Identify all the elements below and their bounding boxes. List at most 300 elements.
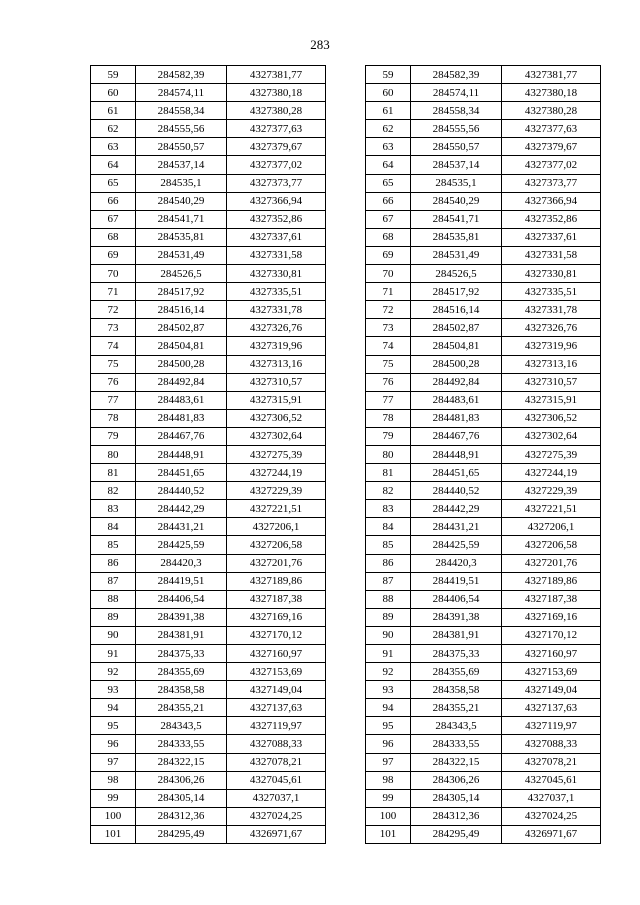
- point-number-cell: 97: [91, 753, 136, 771]
- table-row: [366, 717, 601, 735]
- y-coordinate-cell: 4327221,51: [227, 500, 326, 518]
- table-row: [91, 156, 326, 174]
- y-coordinate-cell: 4327377,02: [227, 156, 326, 174]
- x-coordinate-cell: 284440,52: [411, 482, 502, 500]
- table-row: [366, 626, 601, 644]
- y-coordinate-cell: 4327169,16: [502, 608, 601, 626]
- point-number-cell: 92: [366, 663, 411, 681]
- x-coordinate-cell: 284375,33: [136, 645, 227, 663]
- point-number-cell: 67: [91, 210, 136, 228]
- y-coordinate-cell: 4327373,77: [502, 174, 601, 192]
- x-coordinate-cell: 284305,14: [411, 789, 502, 807]
- point-number-cell: 62: [366, 120, 411, 138]
- y-coordinate-cell: 4327319,96: [502, 337, 601, 355]
- point-number-cell: 70: [91, 265, 136, 283]
- table-row: [366, 355, 601, 373]
- table-row: [366, 445, 601, 463]
- table-row: [366, 681, 601, 699]
- x-coordinate-cell: 284312,36: [136, 807, 227, 825]
- point-number-cell: 96: [366, 735, 411, 753]
- point-number-cell: 98: [366, 771, 411, 789]
- table-row: [91, 771, 326, 789]
- point-number-cell: 68: [366, 228, 411, 246]
- y-coordinate-cell: 4327335,51: [502, 283, 601, 301]
- table-row: [366, 663, 601, 681]
- x-coordinate-cell: 284451,65: [411, 464, 502, 482]
- table-row: [366, 645, 601, 663]
- x-coordinate-cell: 284541,71: [411, 210, 502, 228]
- x-coordinate-cell: 284312,36: [411, 807, 502, 825]
- x-coordinate-cell: 284502,87: [136, 319, 227, 337]
- x-coordinate-cell: 284440,52: [136, 482, 227, 500]
- y-coordinate-cell: 4327306,52: [502, 409, 601, 427]
- point-number-cell: 89: [91, 608, 136, 626]
- table-row: [366, 66, 601, 84]
- table-row: [366, 156, 601, 174]
- x-coordinate-cell: 284535,81: [136, 228, 227, 246]
- x-coordinate-cell: 284381,91: [136, 626, 227, 644]
- table-row: [366, 500, 601, 518]
- table-row: [366, 518, 601, 536]
- x-coordinate-cell: 284504,81: [411, 337, 502, 355]
- x-coordinate-cell: 284535,81: [411, 228, 502, 246]
- table-row: [91, 319, 326, 337]
- x-coordinate-cell: 284406,54: [411, 590, 502, 608]
- y-coordinate-cell: 4327326,76: [502, 319, 601, 337]
- point-number-cell: 59: [366, 66, 411, 84]
- point-number-cell: 81: [91, 464, 136, 482]
- point-number-cell: 76: [366, 373, 411, 391]
- x-coordinate-cell: 284526,5: [411, 265, 502, 283]
- point-number-cell: 77: [366, 391, 411, 409]
- y-coordinate-cell: 4327313,16: [227, 355, 326, 373]
- x-coordinate-cell: 284517,92: [136, 283, 227, 301]
- table-row: [91, 210, 326, 228]
- point-number-cell: 101: [91, 825, 136, 843]
- y-coordinate-cell: 4327331,58: [227, 246, 326, 264]
- y-coordinate-cell: 4327024,25: [227, 807, 326, 825]
- y-coordinate-cell: 4327045,61: [502, 771, 601, 789]
- x-coordinate-cell: 284306,26: [411, 771, 502, 789]
- table-row: [366, 265, 601, 283]
- x-coordinate-cell: 284420,3: [411, 554, 502, 572]
- table-row: [366, 174, 601, 192]
- table-row: [366, 210, 601, 228]
- y-coordinate-cell: 4327170,12: [227, 626, 326, 644]
- y-coordinate-cell: 4327310,57: [227, 373, 326, 391]
- y-coordinate-cell: 4327244,19: [227, 464, 326, 482]
- x-coordinate-cell: 284448,91: [411, 445, 502, 463]
- point-number-cell: 83: [366, 500, 411, 518]
- x-coordinate-cell: 284358,58: [136, 681, 227, 699]
- y-coordinate-cell: 4327377,02: [502, 156, 601, 174]
- table-row: [366, 409, 601, 427]
- point-number-cell: 64: [91, 156, 136, 174]
- table-row: [366, 608, 601, 626]
- x-coordinate-cell: 284504,81: [136, 337, 227, 355]
- point-number-cell: 76: [91, 373, 136, 391]
- y-coordinate-cell: 4327037,1: [502, 789, 601, 807]
- table-row: [91, 391, 326, 409]
- table-row: [91, 301, 326, 319]
- table-row: [91, 753, 326, 771]
- y-coordinate-cell: 4327379,67: [227, 138, 326, 156]
- y-coordinate-cell: 4327119,97: [227, 717, 326, 735]
- table-row: [91, 608, 326, 626]
- table-row: [366, 337, 601, 355]
- x-coordinate-cell: 284500,28: [411, 355, 502, 373]
- x-coordinate-cell: 284467,76: [411, 427, 502, 445]
- table-row: [366, 590, 601, 608]
- table-row: [91, 626, 326, 644]
- table-row: [91, 246, 326, 264]
- x-coordinate-cell: 284306,26: [136, 771, 227, 789]
- y-coordinate-cell: 4327337,61: [502, 228, 601, 246]
- y-coordinate-cell: 4327187,38: [227, 590, 326, 608]
- x-coordinate-cell: 284343,5: [136, 717, 227, 735]
- x-coordinate-cell: 284419,51: [136, 572, 227, 590]
- y-coordinate-cell: 4327201,76: [227, 554, 326, 572]
- y-coordinate-cell: 4327315,91: [227, 391, 326, 409]
- x-coordinate-cell: 284582,39: [136, 66, 227, 84]
- table-row: [91, 409, 326, 427]
- table-row: [366, 536, 601, 554]
- x-coordinate-cell: 284537,14: [411, 156, 502, 174]
- x-coordinate-cell: 284391,38: [411, 608, 502, 626]
- x-coordinate-cell: 284375,33: [411, 645, 502, 663]
- y-coordinate-cell: 4327037,1: [227, 789, 326, 807]
- table-row: [366, 699, 601, 717]
- y-coordinate-cell: 4327377,63: [502, 120, 601, 138]
- point-number-cell: 93: [91, 681, 136, 699]
- point-number-cell: 100: [91, 807, 136, 825]
- x-coordinate-cell: 284574,11: [411, 84, 502, 102]
- point-number-cell: 72: [91, 301, 136, 319]
- table-row: [91, 825, 326, 843]
- y-coordinate-cell: 4327221,51: [502, 500, 601, 518]
- point-number-cell: 88: [91, 590, 136, 608]
- table-row: [91, 84, 326, 102]
- table-row: [366, 482, 601, 500]
- y-coordinate-cell: 4327337,61: [227, 228, 326, 246]
- table-row: [91, 355, 326, 373]
- x-coordinate-cell: 284582,39: [411, 66, 502, 84]
- x-coordinate-cell: 284355,69: [411, 663, 502, 681]
- point-number-cell: 90: [91, 626, 136, 644]
- table-row: [366, 464, 601, 482]
- table-row: [366, 753, 601, 771]
- y-coordinate-cell: 4327206,1: [502, 518, 601, 536]
- point-number-cell: 59: [91, 66, 136, 84]
- y-coordinate-cell: 4327380,28: [502, 102, 601, 120]
- table-row: [91, 102, 326, 120]
- y-coordinate-cell: 4327331,78: [502, 301, 601, 319]
- point-number-cell: 82: [91, 482, 136, 500]
- table-row: [366, 301, 601, 319]
- table-row: [366, 283, 601, 301]
- table-row: [366, 825, 601, 843]
- table-row: [91, 681, 326, 699]
- point-number-cell: 62: [91, 120, 136, 138]
- x-coordinate-cell: 284467,76: [136, 427, 227, 445]
- table-row: [366, 391, 601, 409]
- x-coordinate-cell: 284419,51: [411, 572, 502, 590]
- table-row: [91, 645, 326, 663]
- point-number-cell: 61: [366, 102, 411, 120]
- x-coordinate-cell: 284526,5: [136, 265, 227, 283]
- y-coordinate-cell: 4327302,64: [502, 427, 601, 445]
- y-coordinate-cell: 4327381,77: [227, 66, 326, 84]
- point-number-cell: 87: [366, 572, 411, 590]
- y-coordinate-cell: 4327201,76: [502, 554, 601, 572]
- point-number-cell: 94: [366, 699, 411, 717]
- table-row: [91, 265, 326, 283]
- y-coordinate-cell: 4327119,97: [502, 717, 601, 735]
- point-number-cell: 89: [366, 608, 411, 626]
- y-coordinate-cell: 4327335,51: [227, 283, 326, 301]
- point-number-cell: 71: [91, 283, 136, 301]
- y-coordinate-cell: 4327352,86: [227, 210, 326, 228]
- point-number-cell: 75: [366, 355, 411, 373]
- table-row: [366, 84, 601, 102]
- x-coordinate-cell: 284481,83: [411, 409, 502, 427]
- point-number-cell: 90: [366, 626, 411, 644]
- point-number-cell: 86: [366, 554, 411, 572]
- table-row: [366, 373, 601, 391]
- y-coordinate-cell: 4327315,91: [502, 391, 601, 409]
- x-coordinate-cell: 284540,29: [136, 192, 227, 210]
- point-number-cell: 81: [366, 464, 411, 482]
- table-row: [91, 373, 326, 391]
- table-row: [91, 174, 326, 192]
- y-coordinate-cell: 4327380,18: [502, 84, 601, 102]
- point-number-cell: 84: [366, 518, 411, 536]
- x-coordinate-cell: 284448,91: [136, 445, 227, 463]
- x-coordinate-cell: 284343,5: [411, 717, 502, 735]
- y-coordinate-cell: 4327381,77: [502, 66, 601, 84]
- point-number-cell: 96: [91, 735, 136, 753]
- table-row: [366, 228, 601, 246]
- x-coordinate-cell: 284535,1: [136, 174, 227, 192]
- y-coordinate-cell: 4327326,76: [227, 319, 326, 337]
- coordinates-table-right: [365, 65, 601, 844]
- point-number-cell: 93: [366, 681, 411, 699]
- table-row: [91, 138, 326, 156]
- x-coordinate-cell: 284500,28: [136, 355, 227, 373]
- x-coordinate-cell: 284322,15: [136, 753, 227, 771]
- x-coordinate-cell: 284406,54: [136, 590, 227, 608]
- x-coordinate-cell: 284425,59: [136, 536, 227, 554]
- y-coordinate-cell: 4327373,77: [227, 174, 326, 192]
- point-number-cell: 65: [366, 174, 411, 192]
- y-coordinate-cell: 4327244,19: [502, 464, 601, 482]
- table-row: [366, 554, 601, 572]
- point-number-cell: 88: [366, 590, 411, 608]
- y-coordinate-cell: 4327366,94: [227, 192, 326, 210]
- table-row: [366, 771, 601, 789]
- point-number-cell: 71: [366, 283, 411, 301]
- x-coordinate-cell: 284295,49: [411, 825, 502, 843]
- y-coordinate-cell: 4327310,57: [502, 373, 601, 391]
- y-coordinate-cell: 4327206,58: [227, 536, 326, 554]
- table-row: [366, 102, 601, 120]
- y-coordinate-cell: 4327302,64: [227, 427, 326, 445]
- x-coordinate-cell: 284531,49: [411, 246, 502, 264]
- point-number-cell: 66: [366, 192, 411, 210]
- x-coordinate-cell: 284322,15: [411, 753, 502, 771]
- y-coordinate-cell: 4327160,97: [227, 645, 326, 663]
- y-coordinate-cell: 4327160,97: [502, 645, 601, 663]
- point-number-cell: 64: [366, 156, 411, 174]
- point-number-cell: 63: [366, 138, 411, 156]
- table-row: [91, 590, 326, 608]
- x-coordinate-cell: 284540,29: [411, 192, 502, 210]
- y-coordinate-cell: 4327189,86: [227, 572, 326, 590]
- table-row: [91, 192, 326, 210]
- y-coordinate-cell: 4327149,04: [227, 681, 326, 699]
- x-coordinate-cell: 284558,34: [136, 102, 227, 120]
- x-coordinate-cell: 284442,29: [411, 500, 502, 518]
- point-number-cell: 94: [91, 699, 136, 717]
- table-row: [91, 807, 326, 825]
- table-row: [366, 572, 601, 590]
- point-number-cell: 65: [91, 174, 136, 192]
- x-coordinate-cell: 284555,56: [136, 120, 227, 138]
- point-number-cell: 79: [366, 427, 411, 445]
- y-coordinate-cell: 4327331,78: [227, 301, 326, 319]
- table-row: [91, 66, 326, 84]
- y-coordinate-cell: 4327187,38: [502, 590, 601, 608]
- table-row: [91, 789, 326, 807]
- point-number-cell: 99: [366, 789, 411, 807]
- table-row: [91, 283, 326, 301]
- x-coordinate-cell: 284355,21: [411, 699, 502, 717]
- y-coordinate-cell: 4327169,16: [227, 608, 326, 626]
- x-coordinate-cell: 284517,92: [411, 283, 502, 301]
- y-coordinate-cell: 4326971,67: [227, 825, 326, 843]
- y-coordinate-cell: 4327137,63: [227, 699, 326, 717]
- x-coordinate-cell: 284333,55: [136, 735, 227, 753]
- table-row: [91, 228, 326, 246]
- point-number-cell: 67: [366, 210, 411, 228]
- point-number-cell: 68: [91, 228, 136, 246]
- x-coordinate-cell: 284516,14: [136, 301, 227, 319]
- x-coordinate-cell: 284481,83: [136, 409, 227, 427]
- point-number-cell: 73: [366, 319, 411, 337]
- point-number-cell: 69: [91, 246, 136, 264]
- x-coordinate-cell: 284355,69: [136, 663, 227, 681]
- table-row: [91, 663, 326, 681]
- table-row: [366, 138, 601, 156]
- y-coordinate-cell: 4327137,63: [502, 699, 601, 717]
- x-coordinate-cell: 284425,59: [411, 536, 502, 554]
- point-number-cell: 91: [366, 645, 411, 663]
- y-coordinate-cell: 4327379,67: [502, 138, 601, 156]
- point-number-cell: 97: [366, 753, 411, 771]
- x-coordinate-cell: 284483,61: [411, 391, 502, 409]
- y-coordinate-cell: 4326971,67: [502, 825, 601, 843]
- table-row: [91, 427, 326, 445]
- x-coordinate-cell: 284541,71: [136, 210, 227, 228]
- point-number-cell: 77: [91, 391, 136, 409]
- x-coordinate-cell: 284355,21: [136, 699, 227, 717]
- point-number-cell: 100: [366, 807, 411, 825]
- point-number-cell: 73: [91, 319, 136, 337]
- point-number-cell: 83: [91, 500, 136, 518]
- x-coordinate-cell: 284537,14: [136, 156, 227, 174]
- x-coordinate-cell: 284483,61: [136, 391, 227, 409]
- table-row: [91, 120, 326, 138]
- x-coordinate-cell: 284431,21: [136, 518, 227, 536]
- table-row: [366, 246, 601, 264]
- table-row: [91, 717, 326, 735]
- point-number-cell: 80: [366, 445, 411, 463]
- point-number-cell: 87: [91, 572, 136, 590]
- table-row: [91, 699, 326, 717]
- table-row: [366, 807, 601, 825]
- table-row: [366, 735, 601, 753]
- point-number-cell: 66: [91, 192, 136, 210]
- x-coordinate-cell: 284305,14: [136, 789, 227, 807]
- y-coordinate-cell: 4327088,33: [502, 735, 601, 753]
- x-coordinate-cell: 284574,11: [136, 84, 227, 102]
- y-coordinate-cell: 4327088,33: [227, 735, 326, 753]
- x-coordinate-cell: 284431,21: [411, 518, 502, 536]
- y-coordinate-cell: 4327275,39: [502, 445, 601, 463]
- table-row: [366, 319, 601, 337]
- y-coordinate-cell: 4327380,28: [227, 102, 326, 120]
- table-row: [91, 500, 326, 518]
- point-number-cell: 72: [366, 301, 411, 319]
- point-number-cell: 74: [91, 337, 136, 355]
- point-number-cell: 98: [91, 771, 136, 789]
- point-number-cell: 63: [91, 138, 136, 156]
- point-number-cell: 91: [91, 645, 136, 663]
- point-number-cell: 92: [91, 663, 136, 681]
- x-coordinate-cell: 284333,55: [411, 735, 502, 753]
- table-row: [91, 518, 326, 536]
- table-row: [91, 337, 326, 355]
- x-coordinate-cell: 284492,84: [136, 373, 227, 391]
- y-coordinate-cell: 4327153,69: [227, 663, 326, 681]
- y-coordinate-cell: 4327377,63: [227, 120, 326, 138]
- table-row: [91, 464, 326, 482]
- x-coordinate-cell: 284531,49: [136, 246, 227, 264]
- point-number-cell: 79: [91, 427, 136, 445]
- point-number-cell: 84: [91, 518, 136, 536]
- table-row: [366, 192, 601, 210]
- coordinates-table-left: [90, 65, 326, 844]
- table-row: [366, 789, 601, 807]
- x-coordinate-cell: 284295,49: [136, 825, 227, 843]
- x-coordinate-cell: 284442,29: [136, 500, 227, 518]
- point-number-cell: 78: [366, 409, 411, 427]
- table-row: [91, 482, 326, 500]
- point-number-cell: 86: [91, 554, 136, 572]
- y-coordinate-cell: 4327045,61: [227, 771, 326, 789]
- x-coordinate-cell: 284381,91: [411, 626, 502, 644]
- point-number-cell: 82: [366, 482, 411, 500]
- point-number-cell: 70: [366, 265, 411, 283]
- point-number-cell: 69: [366, 246, 411, 264]
- y-coordinate-cell: 4327078,21: [502, 753, 601, 771]
- x-coordinate-cell: 284555,56: [411, 120, 502, 138]
- y-coordinate-cell: 4327313,16: [502, 355, 601, 373]
- x-coordinate-cell: 284516,14: [411, 301, 502, 319]
- y-coordinate-cell: 4327330,81: [227, 265, 326, 283]
- y-coordinate-cell: 4327189,86: [502, 572, 601, 590]
- y-coordinate-cell: 4327024,25: [502, 807, 601, 825]
